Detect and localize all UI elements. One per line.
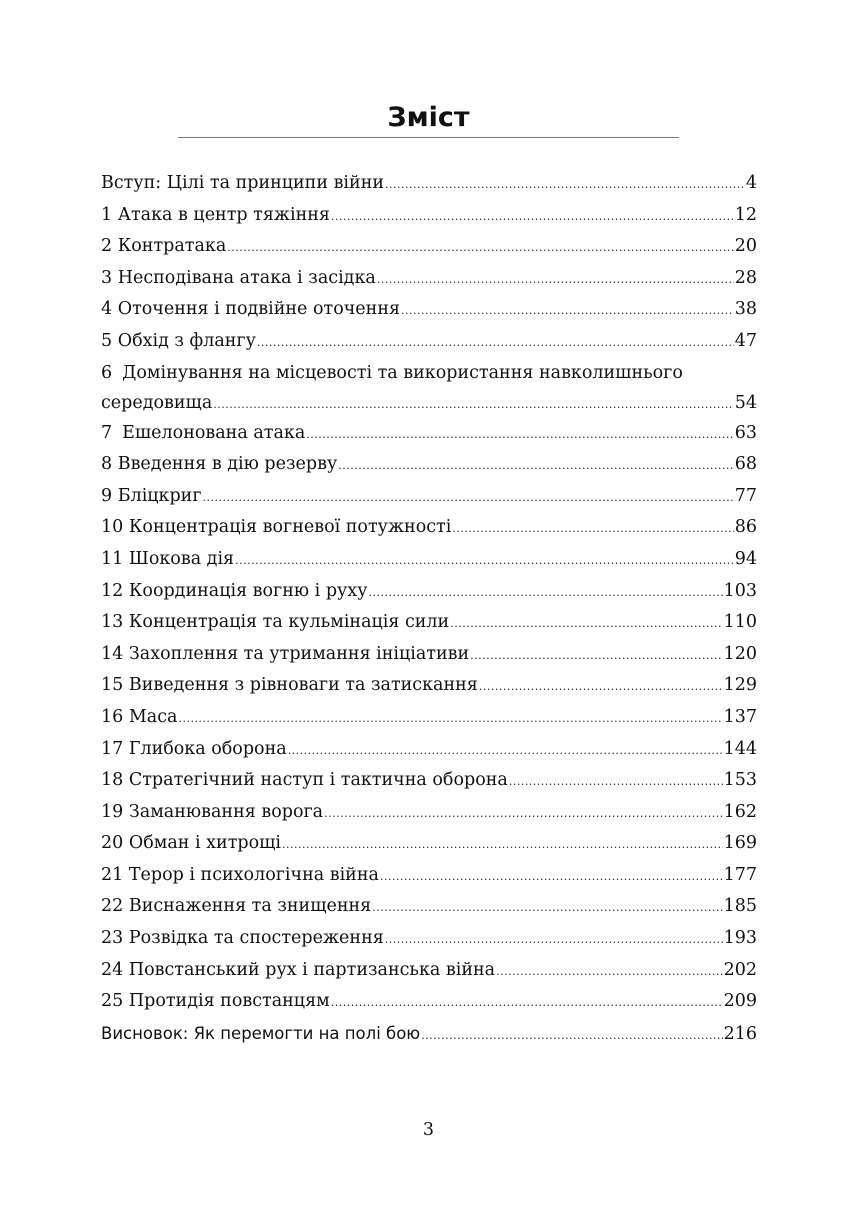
toc-entry-number: 23 bbox=[101, 928, 124, 949]
toc-entry-title: Виснаження та знищення bbox=[128, 896, 372, 917]
toc-leader-dots bbox=[203, 482, 734, 514]
toc-entry-page: 54 bbox=[734, 392, 757, 413]
toc-entry-title-continued: середовища bbox=[101, 392, 213, 413]
toc-entry-1[interactable] bbox=[101, 200, 757, 232]
toc-entry-page: 47 bbox=[734, 330, 757, 351]
toc-leader-dots bbox=[421, 1020, 722, 1052]
toc-entry-title: Концентрація вогневої потужності bbox=[128, 517, 452, 538]
table-of-contents bbox=[101, 168, 757, 1049]
toc-leader-dots bbox=[282, 829, 723, 861]
toc-entry-5[interactable] bbox=[101, 326, 757, 358]
toc-entry-title: Розвідка та спостереження bbox=[128, 928, 384, 949]
toc-entry-number: 18 bbox=[101, 770, 124, 791]
toc-leader-dots bbox=[385, 169, 745, 201]
toc-entry-20[interactable] bbox=[101, 828, 757, 860]
toc-entry-page: 63 bbox=[734, 422, 757, 443]
toc-entry-page: 193 bbox=[723, 928, 757, 949]
toc-entry-13[interactable] bbox=[101, 607, 757, 639]
toc-leader-dots bbox=[496, 956, 722, 988]
toc-entry-page: 209 bbox=[723, 991, 757, 1012]
toc-entry-page: 216 bbox=[723, 1023, 757, 1044]
toc-leader-dots bbox=[479, 671, 723, 703]
toc-leader-dots bbox=[380, 861, 723, 893]
toc-entry-number: 9 bbox=[101, 485, 113, 506]
toc-leader-dots bbox=[338, 450, 733, 482]
toc-leader-dots bbox=[372, 892, 722, 924]
toc-leader-dots bbox=[470, 640, 722, 672]
toc-entry-page: 162 bbox=[723, 801, 757, 822]
toc-leader-dots bbox=[288, 735, 723, 767]
toc-entry-number: 22 bbox=[101, 896, 124, 917]
toc-leader-dots bbox=[401, 295, 734, 327]
toc-entry-title: Терор і психологічна війна bbox=[128, 864, 379, 885]
toc-entry-number: 13 bbox=[101, 612, 124, 633]
toc-entry-21[interactable] bbox=[101, 860, 757, 892]
toc-entry-page: 86 bbox=[734, 517, 757, 538]
title-underline bbox=[178, 137, 679, 138]
toc-entry-title: Атака в центр тяжіння bbox=[117, 204, 330, 225]
toc-entry-title: Бліцкриг bbox=[117, 485, 202, 506]
toc-entry-17[interactable] bbox=[101, 734, 757, 766]
toc-entry-9[interactable] bbox=[101, 481, 757, 513]
toc-entry-title: Протидія повстанцям bbox=[128, 991, 330, 1012]
toc-entry-number: 15 bbox=[101, 675, 124, 696]
toc-entry-18[interactable] bbox=[101, 765, 757, 797]
toc-entry-number: 8 bbox=[101, 454, 113, 475]
toc-entry-3[interactable] bbox=[101, 263, 757, 295]
toc-leader-dots bbox=[257, 327, 734, 359]
toc-entry-title: Маса bbox=[128, 706, 178, 727]
toc-entry-15[interactable] bbox=[101, 670, 757, 702]
toc-entry-number: 3 bbox=[101, 267, 113, 288]
toc-entry-title: Шокова дія bbox=[128, 548, 235, 569]
toc-entry-page: 103 bbox=[723, 580, 757, 601]
toc-entry-title: Оточення і подвійне оточення bbox=[117, 299, 401, 320]
toc-entry-title: Виведення з рівноваги та затискання bbox=[128, 675, 478, 696]
toc-leader-dots bbox=[331, 987, 723, 1019]
toc-entry-number: 2 bbox=[101, 236, 113, 257]
toc-leader-dots bbox=[509, 766, 723, 798]
toc-entry-title: Захоплення та утримання ініціативи bbox=[128, 643, 470, 664]
toc-entry-page: 12 bbox=[734, 204, 757, 225]
toc-entry-page: 68 bbox=[734, 454, 757, 475]
toc-entry-page: 169 bbox=[723, 833, 757, 854]
toc-entry-number: 25 bbox=[101, 991, 124, 1012]
toc-leader-dots bbox=[213, 389, 733, 421]
toc-entry-number: 12 bbox=[101, 580, 124, 601]
toc-entry-title: Домінування на місцевості та використання навколишнього bbox=[122, 362, 683, 383]
toc-entry-page: 129 bbox=[723, 675, 757, 696]
page-number: 3 bbox=[422, 1120, 435, 1140]
toc-entry-title: Глибока оборона bbox=[128, 738, 287, 759]
toc-entry-19[interactable] bbox=[101, 797, 757, 829]
toc-entry-title: Обман і хитрощі bbox=[128, 833, 281, 854]
toc-entry-intro[interactable] bbox=[101, 168, 757, 200]
toc-entry-14[interactable] bbox=[101, 639, 757, 671]
toc-entry-page: 28 bbox=[734, 267, 757, 288]
toc-entry-page: 4 bbox=[745, 173, 757, 193]
toc-leader-dots bbox=[369, 577, 723, 609]
toc-entry-page: 153 bbox=[723, 770, 757, 791]
toc-entry-25[interactable] bbox=[101, 986, 757, 1018]
toc-leader-dots bbox=[385, 924, 723, 956]
toc-entry-page: 94 bbox=[734, 548, 757, 569]
toc-leader-dots bbox=[450, 608, 722, 640]
toc-entry-number: 10 bbox=[101, 517, 124, 538]
toc-entry-title: Заманювання ворога bbox=[128, 801, 324, 822]
toc-entry-title: Координація вогню і руху bbox=[128, 580, 368, 601]
toc-entry-6[interactable] bbox=[101, 358, 757, 418]
toc-leader-dots bbox=[178, 703, 722, 735]
toc-leader-dots bbox=[227, 232, 733, 264]
toc-entry-number: 6 bbox=[101, 362, 113, 383]
toc-entry-22[interactable] bbox=[101, 891, 757, 923]
toc-entry-24[interactable] bbox=[101, 955, 757, 987]
toc-entry-number: 21 bbox=[101, 864, 124, 885]
toc-leader-dots bbox=[377, 264, 734, 296]
toc-entry-12[interactable] bbox=[101, 576, 757, 608]
toc-entry-number: 19 bbox=[101, 801, 124, 822]
toc-entry-page: 38 bbox=[734, 299, 757, 320]
toc-entry-23[interactable] bbox=[101, 923, 757, 955]
page-title: Зміст bbox=[387, 102, 470, 133]
toc-entry-number: 17 bbox=[101, 738, 124, 759]
toc-entry-title: Несподівана атака і засідка bbox=[117, 267, 376, 288]
toc-entry-number: 24 bbox=[101, 959, 124, 980]
toc-entry-page: 110 bbox=[723, 612, 757, 633]
toc-entry-page: 77 bbox=[734, 485, 757, 506]
toc-entry-number: 20 bbox=[101, 833, 124, 854]
toc-entry-2[interactable] bbox=[101, 231, 757, 263]
toc-entry-number: 11 bbox=[101, 548, 124, 569]
toc-leader-dots bbox=[235, 545, 734, 577]
toc-entry-16[interactable] bbox=[101, 702, 757, 734]
toc-entry-page: 185 bbox=[723, 896, 757, 917]
toc-entry-number: 7 bbox=[101, 422, 113, 443]
toc-entry-title: Стратегічний наступ і тактична оборона bbox=[128, 770, 508, 791]
toc-entry-title: Вступ: Цілі та принципи війни bbox=[101, 173, 385, 193]
toc-entry-11[interactable] bbox=[101, 544, 757, 576]
toc-entry-conclusion[interactable] bbox=[101, 1018, 757, 1050]
toc-entry-title: Контратака bbox=[117, 236, 227, 257]
toc-entry-title: Повстанський рух і партизанська війна bbox=[128, 959, 496, 980]
toc-entry-page: 20 bbox=[734, 236, 757, 257]
toc-leader-dots bbox=[331, 201, 734, 233]
toc-leader-dots bbox=[324, 798, 723, 830]
toc-entry-title: Висновок: Як перемогти на полі бою bbox=[101, 1023, 421, 1043]
toc-entry-7[interactable] bbox=[101, 418, 757, 450]
toc-entry-number: 5 bbox=[101, 330, 113, 351]
toc-entry-page: 120 bbox=[723, 643, 757, 664]
toc-entry-4[interactable] bbox=[101, 294, 757, 326]
toc-entry-page: 177 bbox=[723, 864, 757, 885]
toc-entry-title: Концентрація та кульмінація сили bbox=[128, 612, 450, 633]
toc-leader-dots bbox=[452, 513, 733, 545]
toc-entry-title: Ешелонована атака bbox=[122, 422, 306, 443]
toc-entry-number: 4 bbox=[101, 299, 113, 320]
toc-entry-number: 1 bbox=[101, 204, 113, 225]
toc-entry-number: 16 bbox=[101, 706, 124, 727]
toc-entry-title: Введення в дію резерву bbox=[117, 454, 338, 475]
toc-entry-8[interactable] bbox=[101, 449, 757, 481]
toc-leader-dots bbox=[306, 419, 733, 451]
toc-entry-10[interactable] bbox=[101, 512, 757, 544]
toc-entry-title: Обхід з флангу bbox=[117, 330, 256, 351]
toc-entry-page: 144 bbox=[723, 738, 757, 759]
toc-entry-page: 202 bbox=[723, 959, 757, 980]
toc-entry-page: 137 bbox=[723, 706, 757, 727]
toc-entry-number: 14 bbox=[101, 643, 124, 664]
